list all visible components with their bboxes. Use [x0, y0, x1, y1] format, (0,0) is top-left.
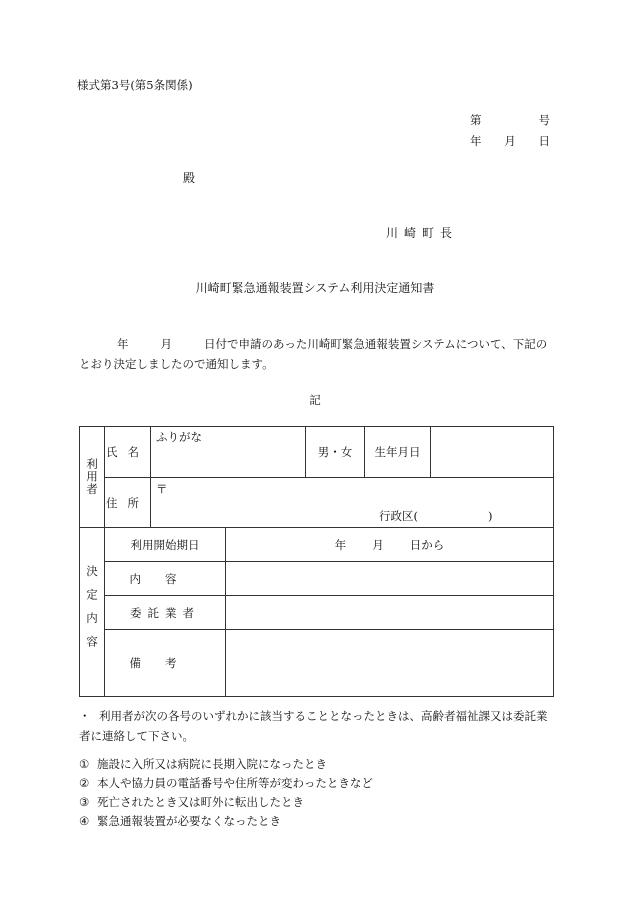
- condition-number: ④: [79, 814, 90, 828]
- contractor-label: 委託業者: [105, 596, 226, 630]
- notes: [79, 706, 553, 746]
- furigana-label: ふりがな: [156, 430, 202, 444]
- start-year: 年: [334, 537, 347, 552]
- sender: 川崎町長: [386, 226, 459, 240]
- form-number: 様式第3号(第5条関係): [77, 78, 193, 92]
- decision-section-label: 決定内容: [85, 565, 99, 659]
- table-row: [80, 630, 554, 697]
- body-year: 年: [117, 337, 129, 351]
- address-field[interactable]: [151, 478, 554, 528]
- postal-mark: 〒: [156, 482, 168, 496]
- document-date-year: 年: [470, 134, 482, 148]
- document-date-day: 日: [538, 134, 550, 148]
- table-row: [80, 562, 554, 596]
- birthdate-label: 生年月日: [365, 427, 431, 478]
- condition-text: 死亡されたとき又は町外に転出したとき: [97, 795, 304, 809]
- ward-label: 行政区(: [379, 509, 418, 523]
- list-item: [79, 794, 304, 810]
- notes-text: 利用者が次の各号のいずれかに該当することとなったときは、高齢者福祉課又は委託業者に連絡して下さい。: [79, 709, 548, 743]
- list-item: [79, 756, 327, 772]
- gender-field[interactable]: 男・女: [306, 427, 365, 478]
- document-number: [470, 112, 550, 128]
- notes-bullet: ・: [79, 709, 91, 723]
- condition-text: 緊急通報装置が必要なくなったとき: [97, 814, 281, 828]
- table-row: [80, 478, 554, 528]
- body-month: 月: [160, 337, 172, 351]
- user-section-label: 利用者: [85, 458, 99, 496]
- list-item: [79, 775, 373, 791]
- condition-text: 本人や協力員の電話番号や住所等が変わったときなど: [97, 776, 373, 790]
- decision-table: [79, 426, 554, 697]
- condition-text: 施設に入所又は病院に長期入院になったとき: [97, 757, 327, 771]
- body-text: [79, 334, 553, 374]
- contractor-field[interactable]: [226, 596, 554, 630]
- name-label: 氏名: [105, 427, 151, 478]
- content-label: 内容: [105, 562, 226, 596]
- content-field[interactable]: [226, 562, 554, 596]
- decision-section-cell: [80, 528, 105, 697]
- remarks-label: 備考: [105, 630, 226, 697]
- ward-close: ): [488, 509, 493, 523]
- start-date-label: 利用開始期日: [105, 528, 226, 562]
- address-label: 住所: [105, 478, 151, 528]
- user-section-cell: [80, 427, 105, 528]
- document-number-suffix: 号: [538, 113, 550, 127]
- start-suffix: 日から: [409, 537, 445, 552]
- start-month: 月: [372, 537, 384, 552]
- start-date-field[interactable]: [226, 528, 554, 562]
- ki-heading: 記: [309, 393, 321, 407]
- name-field[interactable]: [151, 427, 306, 478]
- list-item: [79, 813, 281, 829]
- addressee: 殿: [183, 171, 196, 185]
- table-row: [80, 596, 554, 630]
- remarks-field[interactable]: [226, 630, 554, 697]
- ward-field: [379, 508, 493, 524]
- birthdate-field[interactable]: [431, 427, 554, 478]
- document-date: [470, 133, 550, 149]
- table-row: [80, 528, 554, 562]
- condition-number: ②: [79, 776, 90, 790]
- body-rest: 日付で申請のあった川崎町緊急通報装置システムについて、下記のとおり決定しましたので通知します。: [79, 337, 548, 371]
- condition-number: ①: [79, 757, 90, 771]
- document-number-prefix: 第: [470, 113, 482, 127]
- document-date-month: 月: [504, 134, 516, 148]
- condition-number: ③: [79, 795, 90, 809]
- document-title: 川崎町緊急通報装置システム利用決定通知書: [195, 281, 435, 295]
- table-row: [80, 427, 554, 478]
